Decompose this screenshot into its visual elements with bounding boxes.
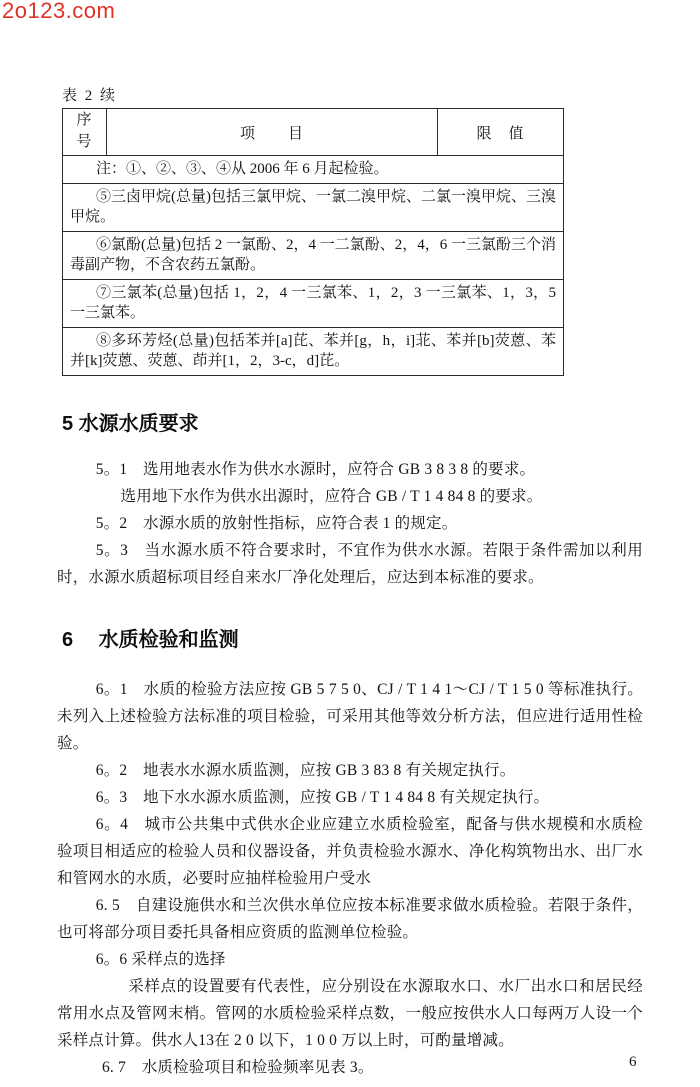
watermark-text: 2o123.com xyxy=(2,0,116,23)
clause-6-3: 6。3 地下水水源水质监测，应按 GB / T 1 4 84 8 有关规定执行。 xyxy=(95,789,550,806)
page-content xyxy=(57,0,643,1081)
column-header-serial-number xyxy=(63,109,107,156)
table-note-row xyxy=(63,328,564,376)
clause-5-2: 5。2 水源水质的放射性指标，应符合表 1 的规定。 xyxy=(95,515,458,532)
column-header-limit: 限 值 xyxy=(438,109,564,156)
table-note-row xyxy=(63,232,564,280)
table-note-row xyxy=(63,280,564,328)
clause-6-4: 6。4 城市公共集中式供水企业应建立水质检验室，配备与供水规模和水质检验项目相适应的检验人员和仪器设备，并负责检验水源水、净化构筑物出水、出厂水和管网水的水质，必要时应抽样检验用户受水 xyxy=(57,816,643,887)
page-number: 6 xyxy=(629,1054,637,1070)
clause-6-5: 6. 5 自建设施供水和兰次供水单位应按本标准要求做水质检验。若限于条件，也可将部分项目委托具备相应资质的监测单位检验。 xyxy=(57,897,643,941)
table-note-row xyxy=(63,184,564,232)
note-text-5: ⑤三卤甲烷(总量)包括三氯甲烷、一氯二溴甲烷、二氯一溴甲烷、三溴甲烷。 xyxy=(63,184,564,232)
clause-6-1: 6。1 水质的检验方法应按 GB 5 7 5 0、CJ / T 1 4 1～CJ / T 1 5 0 等标准执行。未列入上述检验方法标准的项目检验，可采用其他等效分析方法，但应进行适用性检验。 xyxy=(57,681,643,752)
column-header-serial-number-label: 序号 xyxy=(76,112,93,150)
note-text-6: ⑥氯酚(总量)包括 2 一氯酚、2，4 一二氯酚、2，4，6 一三氯酚三个消毒副产物，不含农药五氯酚。 xyxy=(63,232,564,280)
clause-6-6: 6。6 采样点的选择 xyxy=(95,951,226,968)
column-header-item: 项 目 xyxy=(107,109,438,156)
clause-5-1: 5。1 选用地表水作为供水水源时，应符合 GB 3 8 3 8 的要求。 xyxy=(95,461,536,478)
clause-6-7: 6. 7 水质检验项目和检验频率见表 3。 xyxy=(101,1059,374,1076)
note-text-8: ⑧多环芳烃(总量)包括苯并[a]芘、苯并[g，h，i]苝、苯并[b]荧蒽、苯并[k]荧蒽、荧蒽、茚并[1，2，3-c，d]芘。 xyxy=(63,328,564,376)
table-caption: 表 2 续 xyxy=(62,88,118,104)
table-2-continued xyxy=(62,108,564,376)
note-text-7: ⑦三氯苯(总量)包括 1，2，4 一三氯苯、1，2，3 一三氯苯、1，3，5 一三氯苯。 xyxy=(63,280,564,328)
table-header-row xyxy=(63,109,564,156)
section-5-heading: 5 水源水质要求 xyxy=(62,413,199,435)
clause-6-6-body: 采样点的设置要有代表性，应分别设在水源取水口、水厂出水口和居民经常用水点及管网末梢。管网的水质检验采样点数，一般应按供水人口每两万人设一个采样点计算。供水人13在 2 0 以下，1 0 0 万以上时，可酌量增减。 xyxy=(57,978,643,1049)
section-6-heading: 6 水质检验和监测 xyxy=(62,629,239,651)
clause-6-2: 6。2 地表水水源水质监测，应按 GB 3 83 8 有关规定执行。 xyxy=(95,762,516,779)
clause-5-3: 5。3 当水源水质不符合要求时，不宜作为供水水源。若限于条件需加以利用时，水源水质超标项目经自来水厂净化处理后，应达到本标准的要求。 xyxy=(57,542,643,586)
clause-5-1-continued: 选用地下水作为供水出源时，应符合 GB / T 1 4 84 8 的要求。 xyxy=(120,488,543,505)
table-note-row xyxy=(63,156,564,184)
note-text-1: 注：①、②、③、④从 2006 年 6 月起检验。 xyxy=(63,156,564,184)
